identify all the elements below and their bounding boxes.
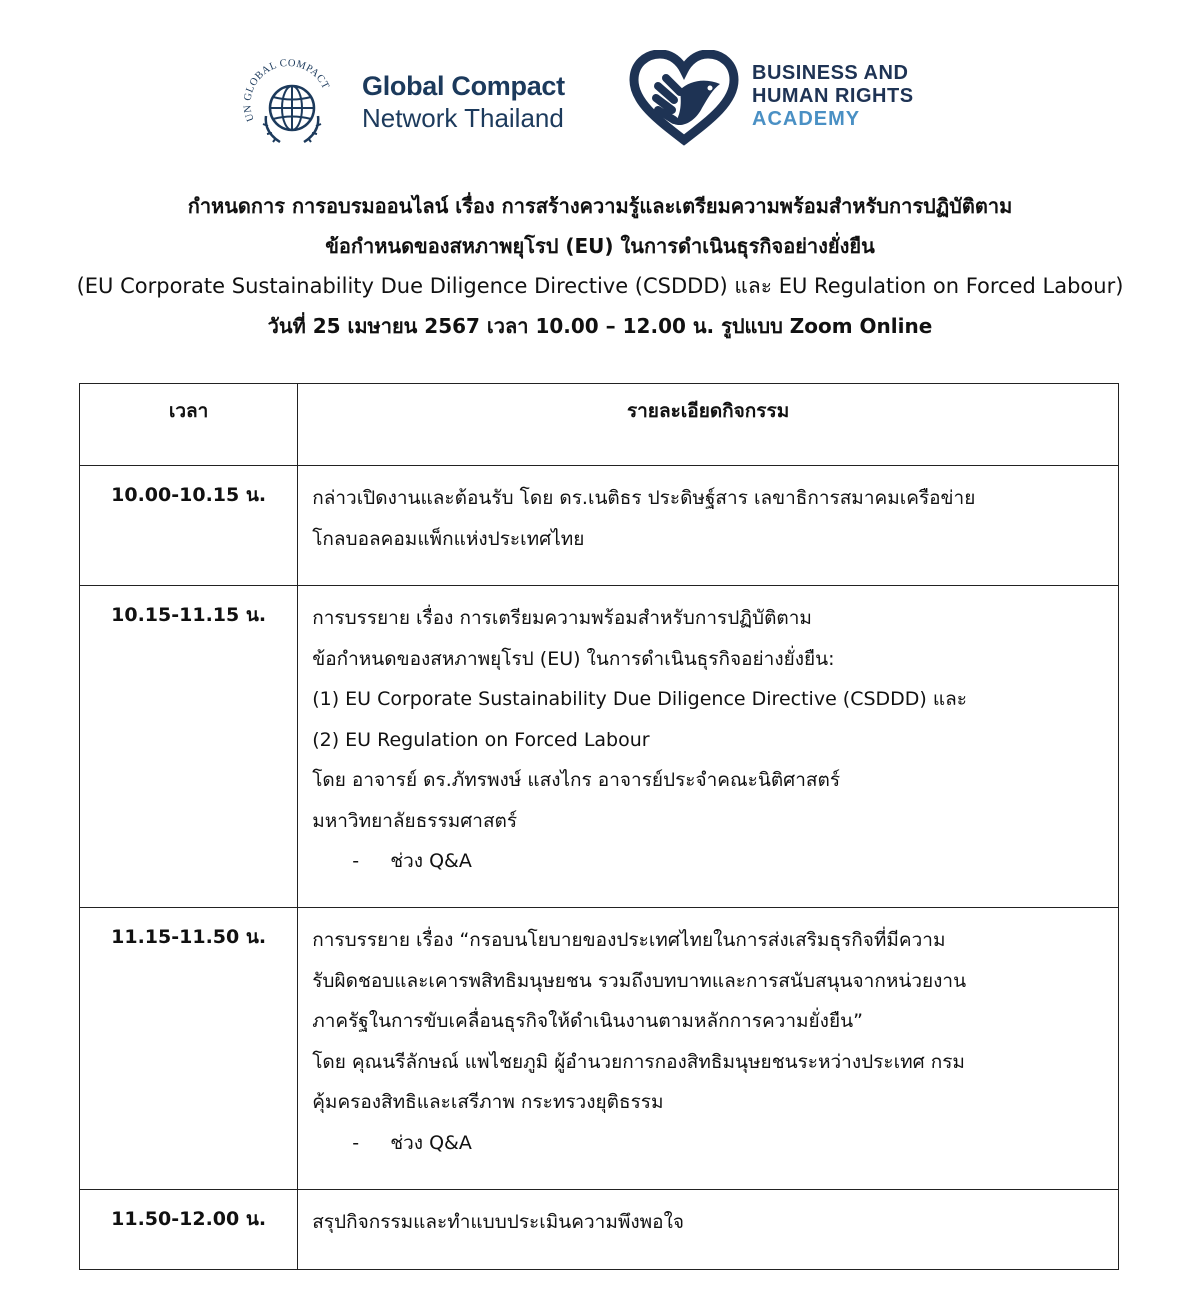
logo-bar: [0, 48, 1200, 148]
qa-bullet: [312, 841, 1104, 882]
detail-line: มหาวิทยาลัยธรรมศาสตร์: [312, 809, 518, 832]
global-compact-logo: [240, 58, 585, 148]
gc-logo-line2: Network Thailand: [362, 103, 564, 133]
header-time: เวลา: [80, 384, 298, 466]
agenda-table: [79, 383, 1119, 1270]
table-row: [80, 908, 1119, 1190]
detail-line: การบรรยาย เรื่อง “กรอบนโยบายของประเทศไทยในการส่งเสริมธุรกิจที่มีความ: [312, 929, 946, 951]
time-cell: 10.15-11.15 น.: [80, 586, 298, 908]
detail-line: โดย คุณนรีลักษณ์ แพไชยภูมิ ผู้อำนวยการกองสิทธิมนุษยชนระหว่างประเทศ กรม: [312, 1050, 965, 1073]
table-header-row: [80, 384, 1119, 466]
time-cell: 11.15-11.50 น.: [80, 908, 298, 1190]
title-line-2: ข้อกำหนดของสหภาพยุโรป (EU) ในการดำเนินธุรกิจอย่างยั่งยืน: [325, 234, 875, 258]
detail-cell: [298, 908, 1119, 1190]
bullet-dash: -: [352, 1131, 360, 1154]
table-row: [80, 466, 1119, 586]
detail-line: สรุปกิจกรรมและทำแบบประเมินความพึงพอใจ: [312, 1211, 684, 1233]
qa-bullet: [312, 1123, 1104, 1164]
heart-hand-dove-icon: [628, 50, 740, 146]
detail-line: รับผิดชอบและเคารพสิทธิมนุษยชน รวมถึงบทบาทและการสนับสนุนจากหน่วยงาน: [312, 969, 967, 992]
bullet-dash: -: [352, 850, 360, 872]
title-line-1: กำหนดการ การอบรมออนไลน์ เรื่อง การสร้างความรู้และเตรียมความพร้อมสำหรับการปฏิบัติตาม: [187, 194, 1013, 218]
detail-line: กล่าวเปิดงานและต้อนรับ โดย ดร.เนติธร ประดิษฐ์สาร เลขาธิการสมาคมเครือข่าย: [312, 487, 976, 509]
detail-line: ภาครัฐในการขับเคลื่อนธุรกิจให้ดำเนินงานตามหลักการความยั่งยืน”: [312, 1010, 863, 1032]
title-line-3: (EU Corporate Sustainability Due Diligence Directive (CSDDD) และ EU Regulation on Forced Labour): [76, 274, 1124, 298]
detail-line: คุ้มครองสิทธิและเสรีภาพ กระทรวงยุติธรรม: [312, 1091, 664, 1113]
detail-line: ข้อกำหนดของสหภาพยุโรป (EU) ในการดำเนินธุรกิจอย่างยั่งยืน:: [312, 647, 835, 670]
time-cell: 10.00-10.15 น.: [80, 466, 298, 586]
detail-cell: [298, 466, 1119, 586]
seal-text: UN GLOBAL COMPACT: [242, 58, 332, 123]
gc-logo-line1: Global Compact: [362, 71, 565, 101]
qa-bullet-text: ช่วง Q&A: [390, 850, 472, 872]
time-cell: 11.50-12.00 น.: [80, 1190, 298, 1270]
header-detail: รายละเอียดกิจกรรม: [298, 384, 1119, 466]
document-title: [0, 186, 1200, 346]
detail-cell: [298, 1190, 1119, 1270]
detail-line: การบรรยาย เรื่อง การเตรียมความพร้อมสำหรับการปฏิบัติตาม: [312, 607, 812, 629]
qa-bullet-text: ช่วง Q&A: [390, 1131, 472, 1154]
detail-line: โดย อาจารย์ ดร.ภัทรพงษ์ แสงไกร อาจารย์ประจำคณะนิติศาสตร์: [312, 769, 841, 791]
detail-line: (1) EU Corporate Sustainability Due Diligence Directive (CSDDD) และ: [312, 688, 967, 710]
detail-line: (2) EU Regulation on Forced Labour: [312, 728, 650, 751]
bhr-logo-line3: ACADEMY: [752, 108, 861, 130]
bhr-logo-line1: BUSINESS AND: [752, 62, 909, 84]
table-row: [80, 1190, 1119, 1270]
title-line-4: วันที่ 25 เมษายน 2567 เวลา 10.00 – 12.00 น. รูปแบบ Zoom Online: [267, 314, 933, 338]
detail-line: โกลบอลคอมแพ็กแห่งประเทศไทย: [312, 527, 585, 550]
detail-cell: [298, 586, 1119, 908]
bhr-logo-line2: HUMAN RIGHTS: [752, 85, 914, 107]
un-globe-seal-icon: [240, 58, 340, 148]
table-row: [80, 586, 1119, 908]
bhr-academy-logo: [628, 50, 948, 150]
